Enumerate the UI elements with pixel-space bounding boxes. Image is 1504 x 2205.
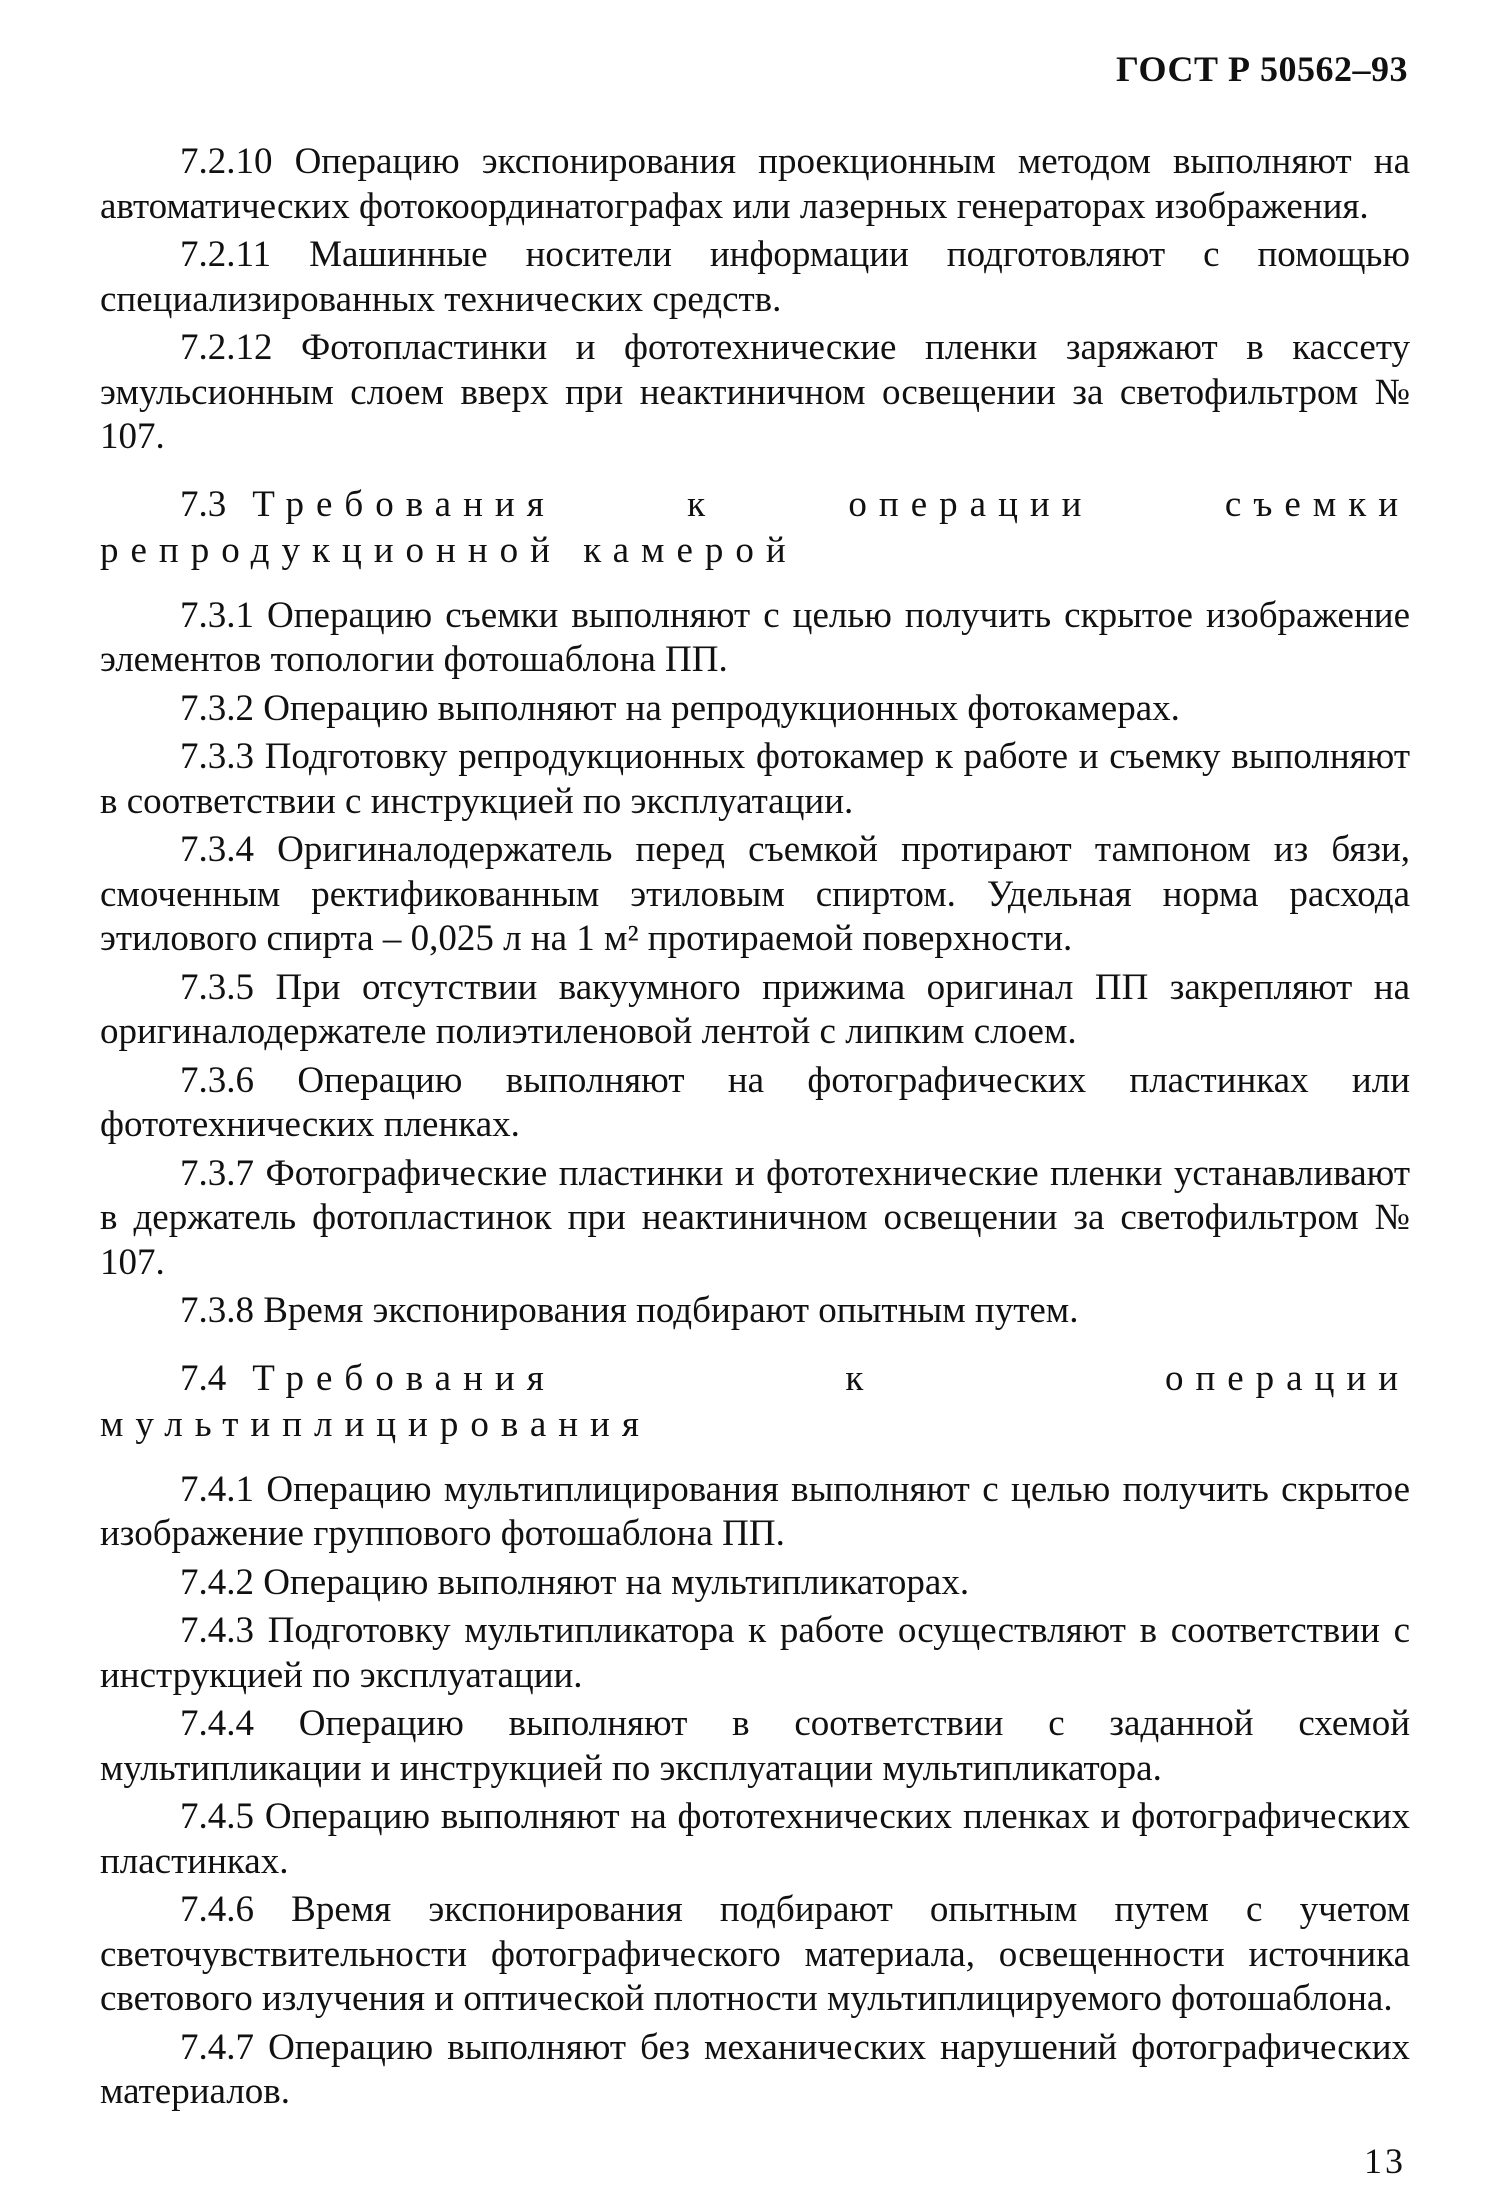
paragraph-7-4-5: 7.4.5 Операцию выполняют на фототехнических пленках и фотографических пластинках. [100,1796,1410,1882]
paragraph-7-3-6: 7.3.6 Операцию выполняют на фотографических пластинках или фототехнических пленках. [100,1059,1410,1145]
paragraph-7-2-10: 7.2.10 Операцию экспонирования проекционным методом выполняют на автоматических фотокоординатографах или лазерных генераторах изображения. [100,141,1410,227]
paragraph-7-3-1: 7.3.1 Операцию съемки выполняют с целью получить скрытое изображение элементов топологии фотошаблона ПП. [100,594,1410,680]
paragraph-7-4-2: 7.4.2 Операцию выполняют на мультипликаторах. [180,1561,970,1603]
paragraph-7-3-5: 7.3.5 При отсутствии вакуумного прижима оригинал ПП закрепляют на оригиналодержателе полиэтиленовой лентой с липким слоем. [100,966,1410,1052]
paragraph-7-2-11: 7.2.11 Машинные носители информации подготовляют с помощью специализированных технических средств. [100,234,1410,320]
document-code-header: ГОСТ Р 50562–93 [1116,49,1408,89]
paragraph-7-4-7: 7.4.7 Операцию выполняют без механических нарушений фотографических материалов. [100,2026,1410,2112]
paragraph-7-3-8: 7.3.8 Время экспонирования подбирают опытным путем. [180,1290,1079,1331]
paragraph-7-4-4: 7.4.4 Операцию выполняют в соответствии с заданной схемой мультипликации и инструкцией по эксплуатации мультипликатора. [100,1703,1410,1789]
paragraph-7-3-4: 7.3.4 Оригиналодержатель перед съемкой протирают тампоном из бязи, смоченным ректификованным этиловым спиртом. Удельная норма расхода этилового спирта – 0,025 л на 1 м² протираемой поверхности. [100,829,1410,959]
paragraph-7-3-3: 7.3.3 Подготовку репродукционных фотокамер к работе и съемку выполняют в соответствии с инструкцией по эксплуатации. [100,736,1410,822]
section-heading-7-4 [100,1356,1410,1448]
document-body [100,140,1410,2115]
section-number: 7.3 [180,483,227,525]
paragraph-7-3-7: 7.3.7 Фотографические пластинки и фототехнические пленки устанавливают в держатель фотопластинок при неактиничном освещении за светофильтром № 107. [100,1152,1410,1283]
section-title: Требования к операции съемки репродукционной камерой [100,483,1410,571]
paragraph-7-3-2: 7.3.2 Операцию выполняют на репродукционных фотокамерах. [180,687,1180,729]
section-heading-7-3 [100,482,1410,574]
section-number: 7.4 [180,1357,227,1399]
paragraph-7-4-3: 7.4.3 Подготовку мультипликатора к работе осуществляют в соответствии с инструкцией по эксплуатации. [100,1610,1410,1696]
page-number: 13 [1364,2141,1406,2181]
section-title: Требования к операции мультиплицирования [100,1357,1410,1445]
paragraph-7-4-6: 7.4.6 Время экспонирования подбирают опытным путем с учетом светочувствительности фотографического материала, освещенности источника светового излучения и оптической плотности мультиплицируемого фотошаблона. [100,1889,1410,2019]
paragraph-7-4-1: 7.4.1 Операцию мультиплицирования выполняют с целью получить скрытое изображение группового фотошаблона ПП. [100,1468,1410,1554]
paragraph-7-2-12: 7.2.12 Фотопластинки и фототехнические пленки заряжают в кассету эмульсионным слоем вверх при неактиничном освещении за светофильтром № 107. [100,327,1410,457]
